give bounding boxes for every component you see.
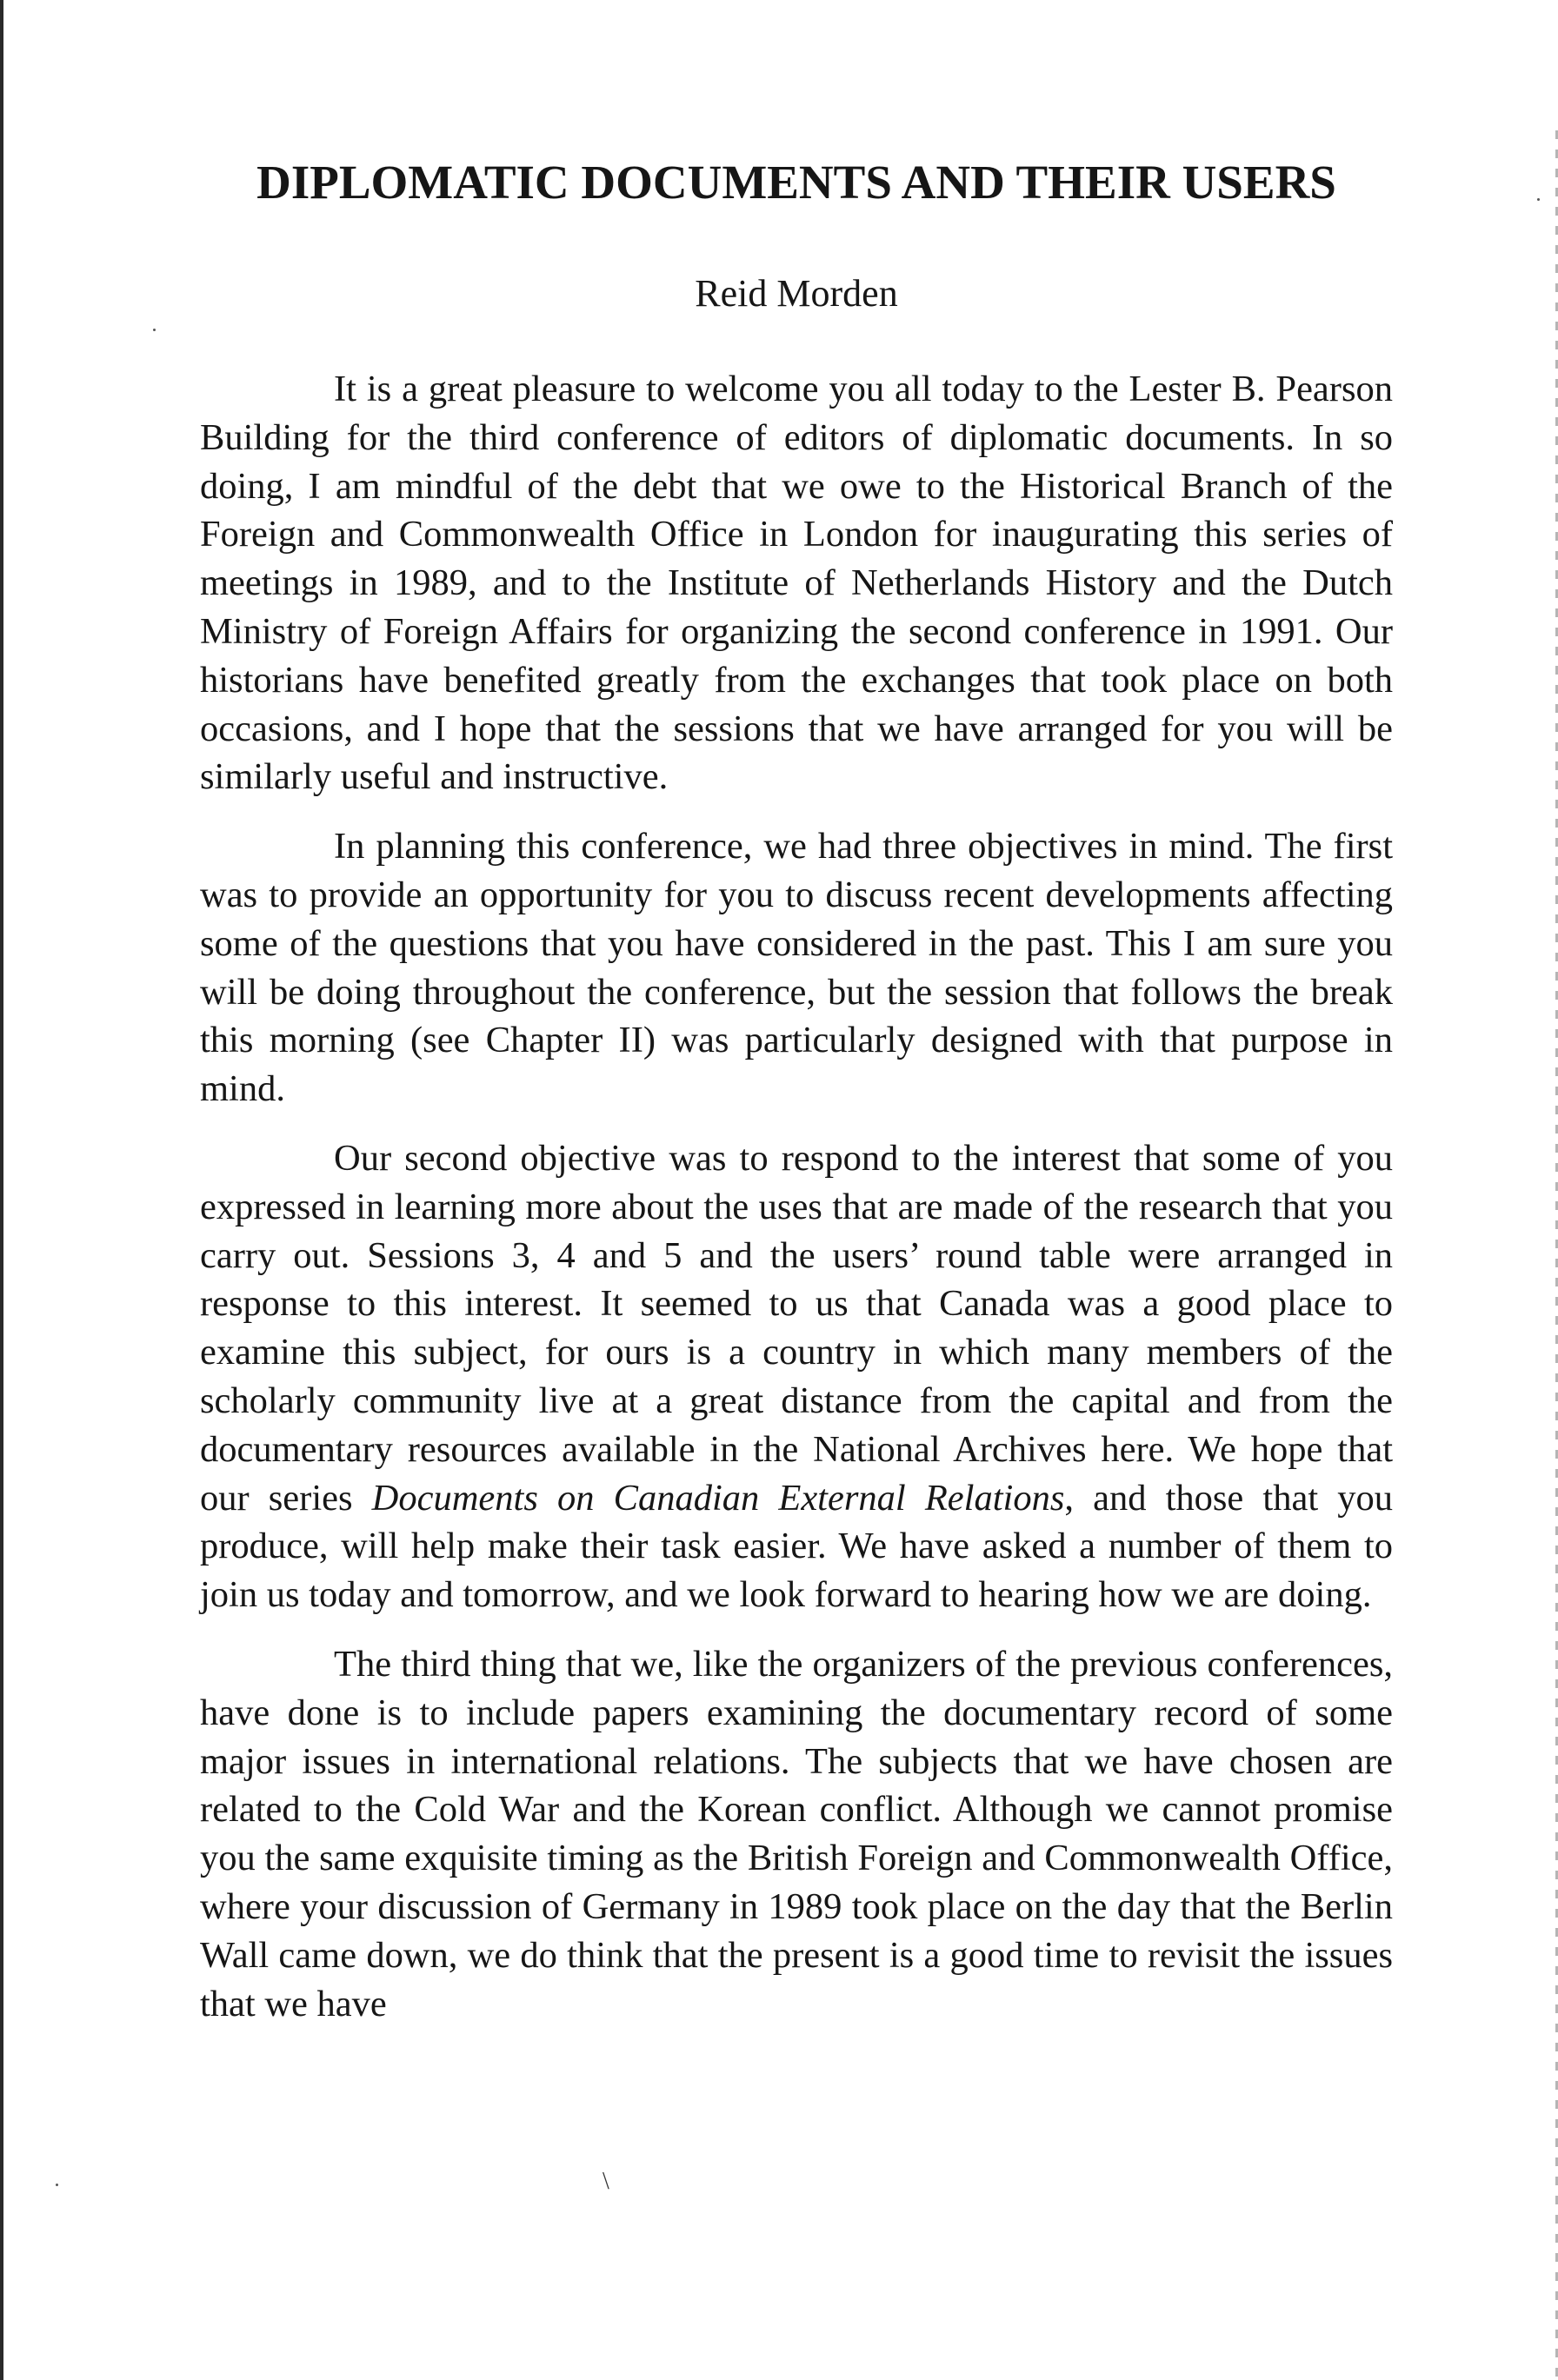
paragraph-2: In planning this conference, we had three objectives in mind. The first was to provide an opportunity for you to discuss recent developments affecting some of the questions that you have considered in the past. This I am sure you will be doing throughout the conference, but the session that follows the break this morning (see Chapter II) was particularly designed with that purpose in mind. (200, 826, 1393, 1110)
article-body (200, 365, 1393, 2028)
page-edge-left (0, 0, 3, 2380)
author-name: Reid Morden (695, 272, 898, 315)
article (200, 148, 1393, 2049)
series-title-italic: Documents on Canadian External Relations (371, 1477, 1065, 1519)
stray-mark-icon: \ (603, 2168, 609, 2195)
paragraph-4: The third thing that we, like the organizers of the previous conferences, have done is to include papers examining the documentary record of some major issues in international relations. The subjects that we have chosen are related to the Cold War and the Korean conflict. Although we cannot promise you the same exquisite timing as the British Foreign and Commonwealth Office, where your discussion of Germany in 1989 took place on the day that the Berlin Wall came down, we do think that the present is a good time to revisit the issues that we have (200, 1643, 1393, 2024)
scan-speck (153, 329, 156, 331)
paragraph-3-text-before: Our second objective was to respond to the interest that some of you expressed in learning more about the uses that are made of the research that you carry out. Sessions 3, 4 and 5 and the users’ round table were arranged in response to this interest. It seemed to us that Canada was a good place to examine this subject, for ours is a country in which many members of the scholarly community live at a great distance from the capital and from the documentary resources available in the National Archives here. We hope that our series (200, 1137, 1393, 1519)
paragraph-3-text-after: , and those that you produce, will help make their task easier. We have asked a number of them to join us today and tomorrow, and we look forward to hearing how we are doing. (200, 1477, 1393, 1616)
paragraph-3 (200, 1134, 1393, 1619)
scan-speck (56, 2184, 58, 2186)
scan-speck (1537, 198, 1540, 201)
paragraph-1: It is a great pleasure to welcome you all today to the Lester B. Pearson Building for the third conference of editors of diplomatic documents. In so doing, I am mindful of the debt that we owe to the Historical Branch of the Foreign and Commonwealth Office in London for inaugurating this series of meetings in 1989, and to the Institute of Netherlands History and the Dutch Ministry of Foreign Affairs for organizing the second conference in 1991. Our historians have benefited greatly from the exchanges that took place on both occasions, and I hope that the sessions that we have arranged for you will be similarly useful and instructive. (200, 369, 1393, 798)
article-title: DIPLOMATIC DOCUMENTS AND THEIR USERS (256, 156, 1336, 209)
